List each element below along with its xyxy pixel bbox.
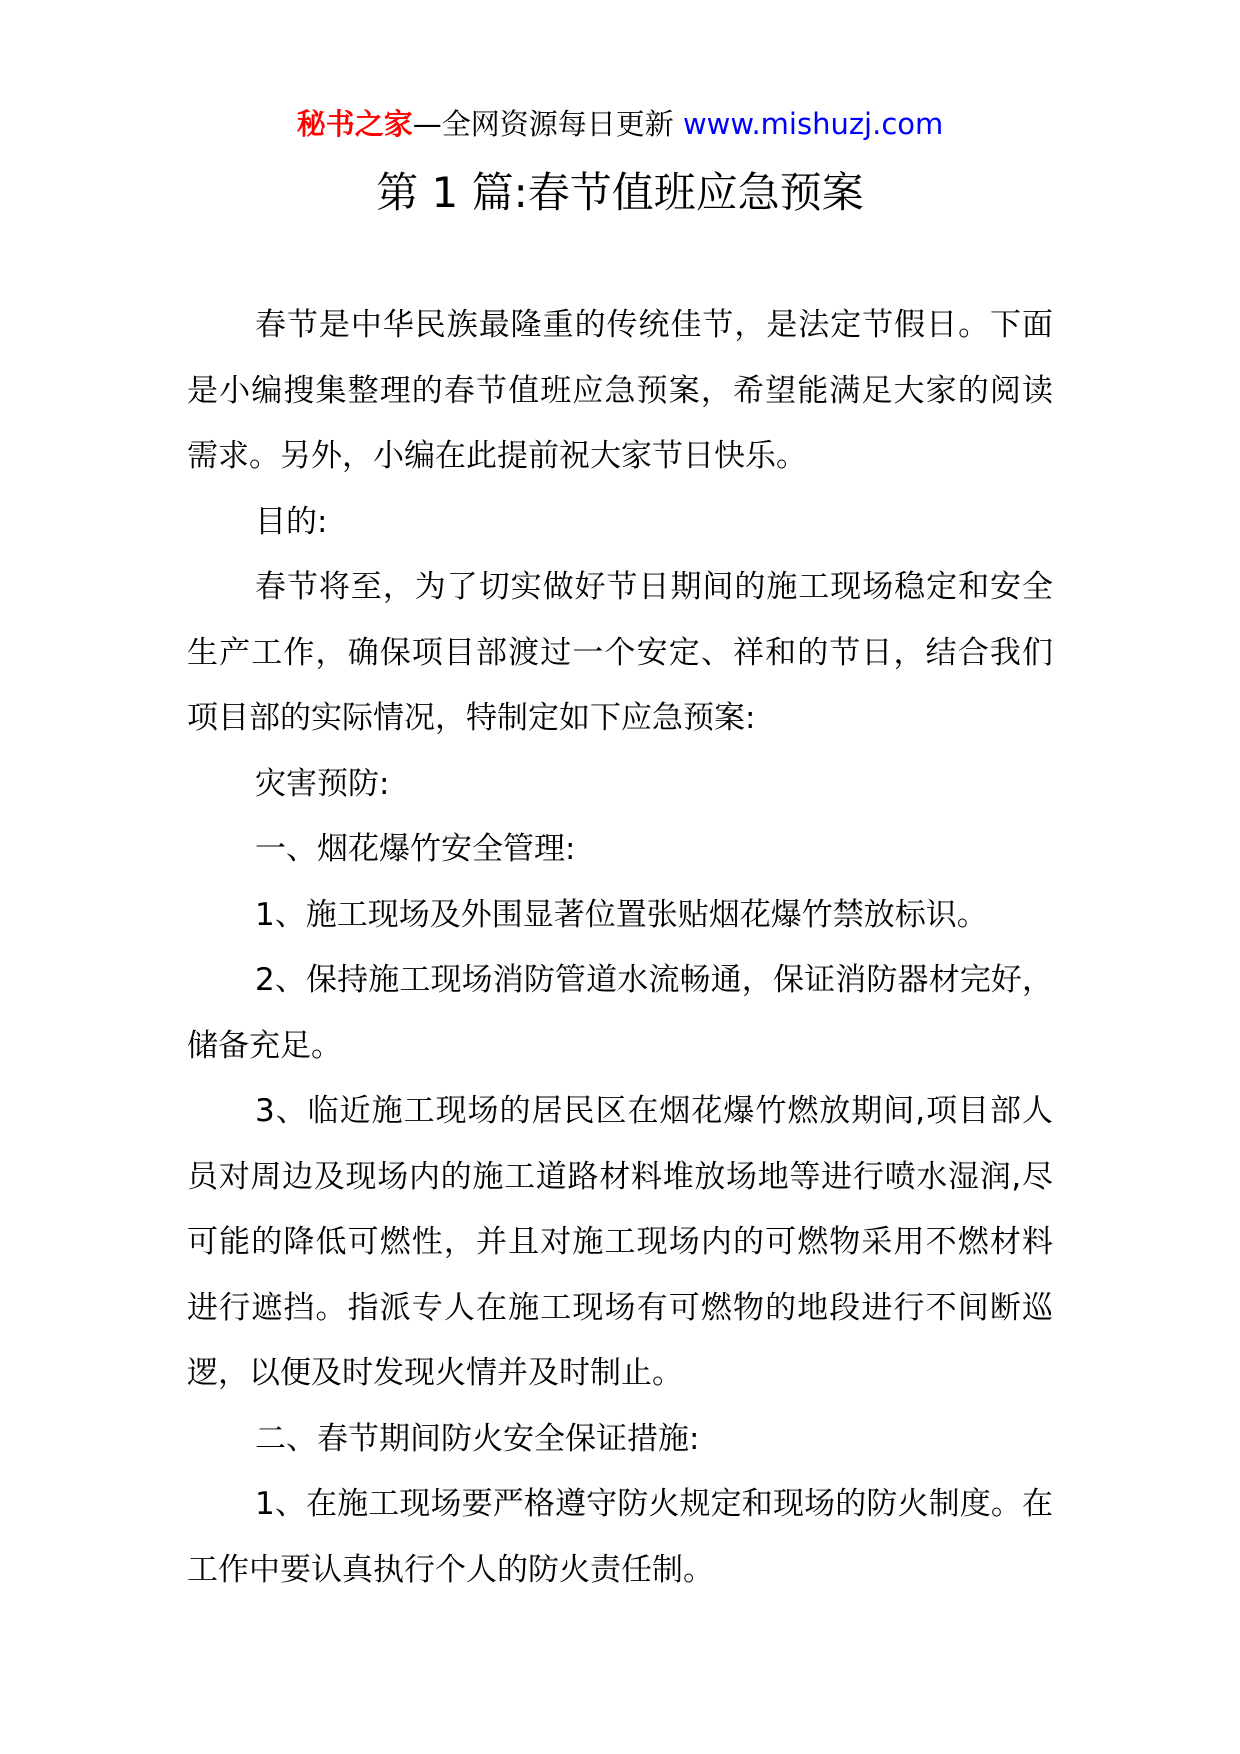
site-tagline: —全网资源每日更新 bbox=[412, 107, 674, 141]
document-body bbox=[187, 293, 1053, 1603]
site-url-link[interactable]: www.mishuzj.com bbox=[682, 107, 944, 141]
paragraph-item-1-3: 3、临近施工现场的居民区在烟花爆竹燃放期间,项目部人员对周边及现场内的施工道路材料堆放场地等进行喷水湿润,尽可能的降低可燃性，并且对施工现场内的可燃物采用不燃材料进行遮挡。指派专人在施工现场有可燃物的地段进行不间断巡逻，以便及时发现火情并及时制止。 bbox=[187, 1093, 1053, 1391]
paragraph-prevention-heading: 灾害预防: bbox=[255, 765, 390, 802]
paragraph-item-1-1: 1、施工现场及外围显著位置张贴烟花爆竹禁放标识。 bbox=[255, 896, 988, 933]
site-brand: 秘书之家 bbox=[296, 107, 413, 141]
paragraph-purpose-heading: 目的: bbox=[255, 503, 328, 540]
paragraph-purpose: 春节将至，为了切实做好节日期间的施工现场稳定和安全生产工作，确保项目部渡过一个安定、祥和的节日，结合我们项目部的实际情况，特制定如下应急预案: bbox=[187, 569, 1053, 736]
paragraph-intro: 春节是中华民族最隆重的传统佳节，是法定节假日。下面是小编搜集整理的春节值班应急预案，希望能满足大家的阅读需求。另外，小编在此提前祝大家节日快乐。 bbox=[187, 307, 1053, 474]
document-title: 第 1 篇:春节值班应急预案 bbox=[376, 168, 864, 217]
site-header bbox=[0, 101, 1240, 147]
paragraph-item-1-2: 2、保持施工现场消防管道水流畅通，保证消防器材完好，储备充足。 bbox=[187, 962, 1053, 1064]
paragraph-item-2-1: 1、在施工现场要严格遵守防火规定和现场的防火制度。在工作中要认真执行个人的防火责任制。 bbox=[187, 1486, 1053, 1588]
paragraph-section-2-heading: 二、春节期间防火安全保证措施: bbox=[255, 1420, 700, 1457]
paragraph-section-1-heading: 一、烟花爆竹安全管理: bbox=[255, 831, 576, 867]
